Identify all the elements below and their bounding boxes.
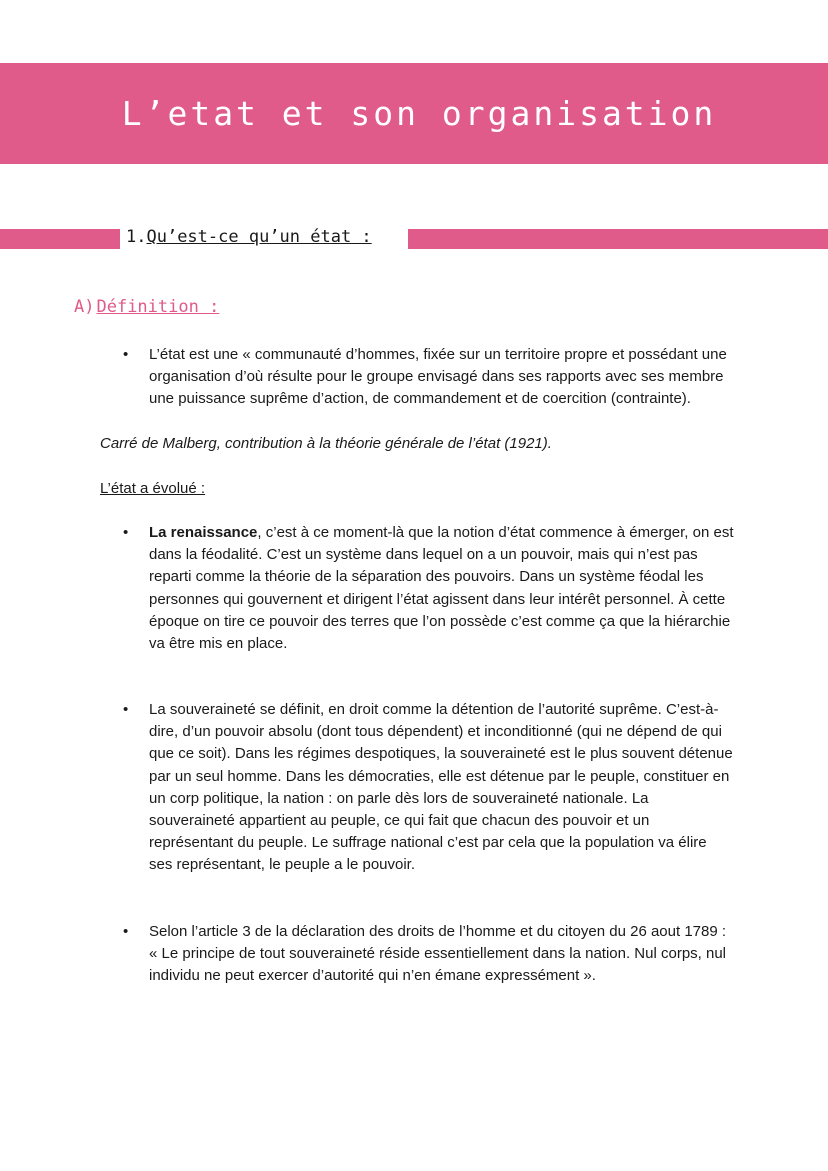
definition-citation: Carré de Malberg, contribution à la théorie générale de l’état (1921). <box>100 435 552 452</box>
section-heading <box>126 227 372 247</box>
page-title: L’etat et son organisation <box>121 94 717 133</box>
section-title: Qu’est-ce qu’un état : <box>146 227 372 247</box>
subsection-letter: A) <box>74 297 95 317</box>
section-bar-left <box>0 229 120 249</box>
evolution-bullet-article-3 <box>149 921 734 988</box>
section-number: 1. <box>126 227 147 247</box>
evolution-bullet-souverainete <box>149 699 734 877</box>
evolution-label: L’état a évolué : <box>100 480 206 497</box>
bullet-text: , c’est à ce moment-là que la notion d’état commence à émerger, on est dans la féodalité. C’est un système dans lequel on a un pouvoir, mais qui n’est pas reparti comme la théorie de la séparation des pouvoirs. Dans un système féodal les personnes qui gouvernent et dirigent l’état agissent dans leur intérêt personnel. À cette époque on tire ce pouvoir des terres que l’on possède c’est comme ça que la hiérarchie va être mis en place. <box>149 524 734 653</box>
subsection-heading <box>74 297 219 317</box>
title-banner <box>0 63 828 164</box>
bullet-text: Selon l’article 3 de la déclaration des droits de l’homme et du citoyen du 26 aout 1789 : « Le principe de tout souveraineté réside essentiellement dans la nation. Nul corps, nul individu ne peut exercer d’autorité qui n’en émane expressément ». <box>149 923 727 985</box>
subsection-title: Définition : <box>96 297 220 317</box>
evolution-bullet-renaissance <box>149 522 734 655</box>
section-bar-right <box>408 229 828 249</box>
bullet-bold-lead: La renaissance <box>149 524 258 541</box>
bullet-text: La souveraineté se définit, en droit comme la détention de l’autorité suprême. C’est-à-dire, d’un pouvoir absolu (dont tous dépendent) et inconditionné (qui ne dépend de qui que ce soit). Dans les régimes despotiques, la souveraineté est le plus souvent détenue par un seul homme. Dans les démocraties, elle est détenue par le peuple, constituer en un corp politique, la nation : on parle dès lors de souveraineté nationale. La souveraineté appartient au peuple, ce qui fait que chacun des pouvoir et un représentant du peuple. Le suffrage national c’est par cela que la population va élire ses représentant, le peuple a le pouvoir. <box>149 701 733 874</box>
section-heading-bar <box>0 229 828 249</box>
definition-bullet: • L’état est une « communauté d’hommes, fixée sur un territoire propre et possédant une organisation d’où résulte pour le groupe envisagé dans ses rapports avec ses membre une puissance suprême d’action, de commandement et de coercition (contrainte). <box>149 344 734 411</box>
